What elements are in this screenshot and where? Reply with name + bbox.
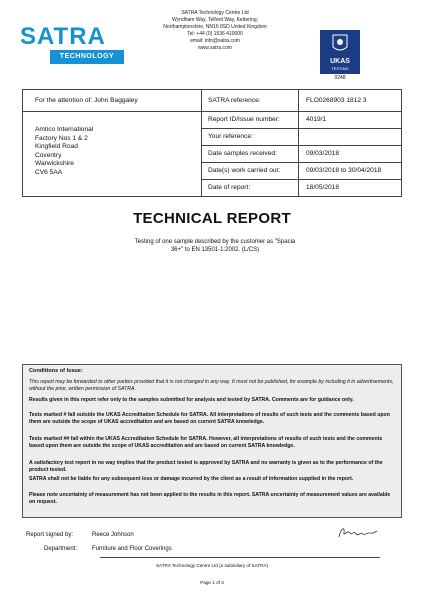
address-line: www.satra.com — [198, 45, 232, 51]
address-line: Kingfield Road — [35, 143, 78, 151]
footer-divider — [100, 557, 380, 558]
conditions-paragraph: Tests marked # fall outside the UKAS Accreditation Schedule for SATRA. All interpretations of results of such tests and the comments based upon them are outside the scope of UKAS accreditation and are based on current SATRA knowledge. — [29, 412, 390, 425]
satra-reference-value: FLO0268903 1812 3 — [306, 97, 367, 104]
satra-reference-label: SATRA reference: — [208, 97, 261, 104]
report-id-value: 4019/1 — [306, 116, 327, 123]
conditions-paragraph: SATRA shall not be liable for any subsequent loss or damage incurred by the client as a result of information supplied in the report. — [29, 476, 354, 482]
conditions-paragraph: Please note uncertainty of measurement has not been applied to the results in this report. SATRA uncertainty of measurement values are available on request. — [29, 492, 391, 505]
conditions-heading: Conditions of Issue: — [29, 368, 83, 374]
work-dates-value: 09/03/2018 to 30/04/2018 — [306, 167, 382, 174]
conditions-paragraph: Results given in this report refer only to the samples submitted for analysis and tested by SATRA. Comments are for guidance only. — [29, 397, 354, 403]
ukas-number: 0248 — [334, 75, 346, 81]
date-received-value: 09/03/2018 — [306, 150, 340, 157]
address-line: Amtico International — [35, 126, 94, 133]
page-number: Page 1 of 3 — [200, 580, 224, 585]
signed-by-label: Report signed by: — [26, 532, 74, 538]
address-line: Coventry — [35, 151, 62, 159]
customer-address — [35, 126, 93, 178]
conditions-paragraph: Tests marked ## fall within the UKAS Accreditation Schedule for SATRA. However, all interpretations of results of such tests and the comments based upon them are outside the scope of UKAS accreditation and are based on current SATRA knowledge. — [29, 436, 383, 449]
footer-company-line: SATRA Technology Centre Ltd (a subsidiary of SATRA) — [155, 563, 269, 568]
conditions-paragraph: This report may be forwarded to other parties provided that it is not changed in any way. It must not be published, for example by including it in advertisements, without the prior, written permission of SATRA. — [29, 379, 394, 392]
logo-wordmark: SATRA — [20, 23, 106, 50]
satra-logo — [20, 24, 124, 68]
attention-label: For the attention of: John Baggaley — [35, 97, 138, 104]
report-intro: Testing of one sample described by the customer as "Spacia 36+" to EN 13501-1:2002. (L/CS) — [134, 239, 296, 253]
department-label: Department: — [44, 546, 78, 552]
address-line: Northamptonshire, NN16 8SD United Kingdom — [163, 24, 267, 30]
address-line: email: info@satra.com — [190, 38, 240, 44]
ukas-mark-text: UKAS — [330, 58, 350, 65]
handwritten-signature — [336, 524, 380, 540]
logo-subtitle: TECHNOLOGY — [50, 50, 124, 64]
address-line: Wyndham Way, Telford Way, Kettering, — [171, 17, 258, 23]
address-line: Tel: +44 (0) 1536 410000 — [187, 31, 243, 37]
address-line: SATRA Technology Centre Ltd — [181, 10, 249, 16]
company-address — [140, 10, 290, 52]
report-date-label: Date of report: — [208, 184, 251, 191]
address-line: CV6 5AA — [35, 168, 63, 176]
signed-by-value: Reece Johnson — [92, 532, 134, 538]
ukas-sub-text: TESTING — [331, 66, 349, 71]
report-date-value: 18/05/2018 — [306, 184, 340, 191]
conditions-paragraph: A satisfactory test report in no way implies that the product tested is approved by SATRA and no warranty is given as to the performance of the product tested. — [29, 460, 383, 473]
conditions-of-issue-box — [22, 364, 402, 518]
ukas-accreditation-mark — [320, 30, 360, 74]
department-value: Furniture and Floor Coverings — [92, 546, 172, 552]
report-title: TECHNICAL REPORT — [133, 210, 291, 227]
report-id-label: Report ID/Issue number: — [208, 116, 280, 123]
your-reference-label: Your reference: — [208, 133, 253, 140]
work-dates-label: Date(s) work carried out: — [208, 167, 281, 174]
report-info-table — [22, 89, 402, 197]
address-line: Warwickshire — [35, 160, 74, 168]
date-received-label: Date samples received: — [208, 150, 277, 157]
address-line: Factory Nos 1 & 2 — [35, 134, 88, 142]
